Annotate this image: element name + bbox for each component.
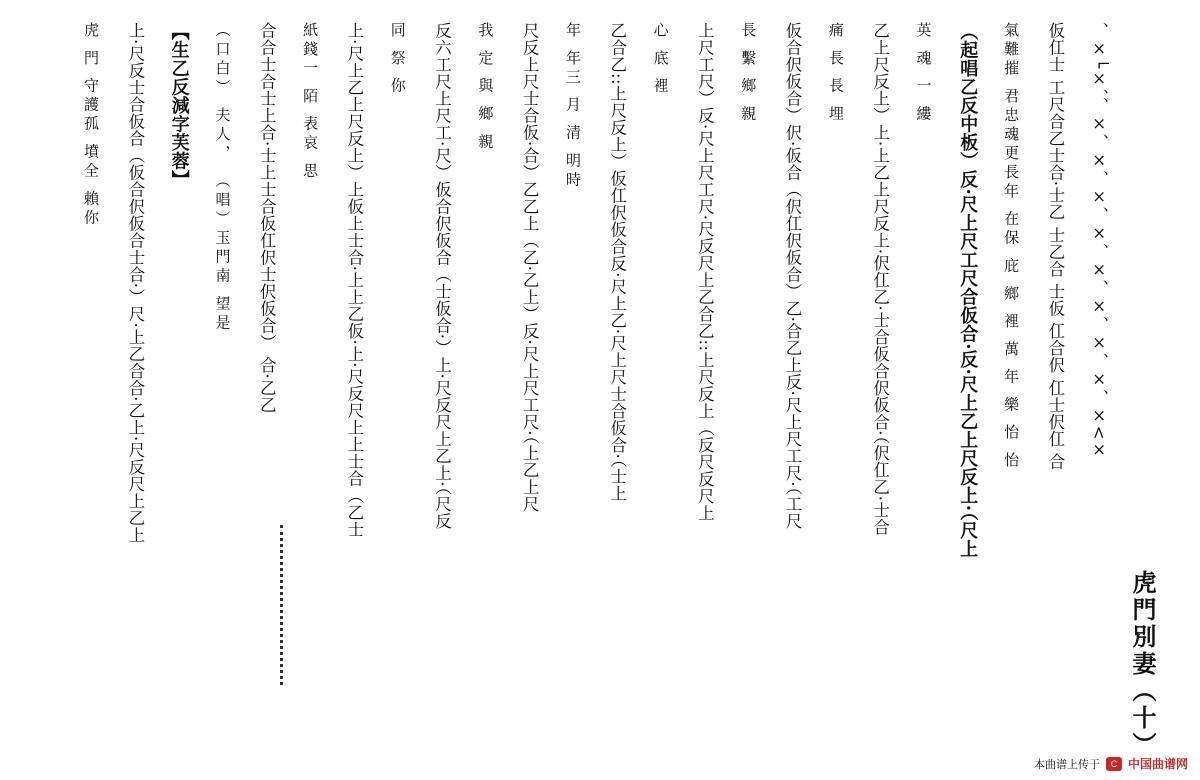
- column-19: 紙錢一 陌 表哀 思: [301, 22, 320, 182]
- column-13: 年 年三 月 清 明時: [563, 22, 582, 191]
- column-11: 心 底 裡: [651, 22, 670, 97]
- column-17: 同 祭 你: [388, 22, 407, 97]
- column-15: 我 定 與 鄉 親: [476, 22, 495, 153]
- footer: [1034, 755, 1188, 772]
- column-5: 英 魂 一 縷: [914, 22, 933, 125]
- page-title: 虎門別妻（十）: [1128, 570, 1157, 759]
- column-23: 上·尺反士合仮合（仮合伬仮合士合·）尺·上乙合合·乙上·尺反尺上乙上: [125, 22, 145, 544]
- column-9: 長 繫 鄉 親: [739, 22, 758, 125]
- column-21: （口白） 夫人， （唱）玉門南 望是: [213, 22, 232, 334]
- site-name[interactable]: 中国曲谱网: [1127, 757, 1188, 771]
- column-2: 仮仜士 工尺合乙士合·士乙 士乙合 士仮 仜合伬 仜士伬仜 合: [1045, 22, 1065, 471]
- column-20: 合合士合士上合·士上士合仮仜伬士伬仮合） 合·乙乙: [257, 22, 277, 414]
- site-logo-icon: C: [1106, 757, 1122, 771]
- column-10: 上尺工尺）反·尺上尺工尺·尺反尺上乙合乙::上尺反上（反尺反尺上: [695, 22, 715, 522]
- continuation-dots: [280, 525, 287, 685]
- column-18: 上·尺上乙上尺反上）上仮上士合·上上乙仮·上·尺反尺上上士合（乙士: [344, 22, 364, 538]
- column-12: 乙合乙::上尺反上）仮仜伬仮合反·尺上乙·尺上尺士合仮合·（士上: [607, 22, 627, 503]
- column-4: （起唱乙反中板）反·尺上尺工尺合仮合·反·尺上乙上尺反上·（尺上: [957, 22, 979, 559]
- column-6: 乙上尺反上）上·上乙上尺反上·伬仜乙·士合仮合伬仮合·（伬仜乙·士合: [870, 22, 890, 536]
- column-7: 痛 長 長 埋: [826, 22, 845, 125]
- column-24: 虎 門 守護孤 墳全 賴你: [82, 22, 100, 229]
- column-16: 反六工尺上尺工·尺）仮合伬仮合（士仮合·）上·尺反尺上乙上·（尺反: [432, 22, 452, 530]
- upload-text: 本曲谱上传于: [1033, 758, 1100, 771]
- column-3: 氣難摧 君忠魂更長年 在保 庇 鄉 裡 萬 年 樂 怡 怡: [1002, 22, 1021, 471]
- column-14: 尺反上尺士合仮·合）乙乙上（乙·乙上）反·尺上尺工尺·（上乙上尺: [520, 22, 540, 513]
- column-1: 、×└×、、×、×、×、×、×、×、×、×、×<×: [1089, 22, 1109, 460]
- column-22: 【生乙反減字芙蓉】: [168, 22, 190, 189]
- column-8: 仮合伬仮合）伬·仮合（伬仜伬仮合）乙·合乙上反·尺上尺工尺·（工尺: [783, 22, 802, 530]
- score-body: [80, 22, 1110, 722]
